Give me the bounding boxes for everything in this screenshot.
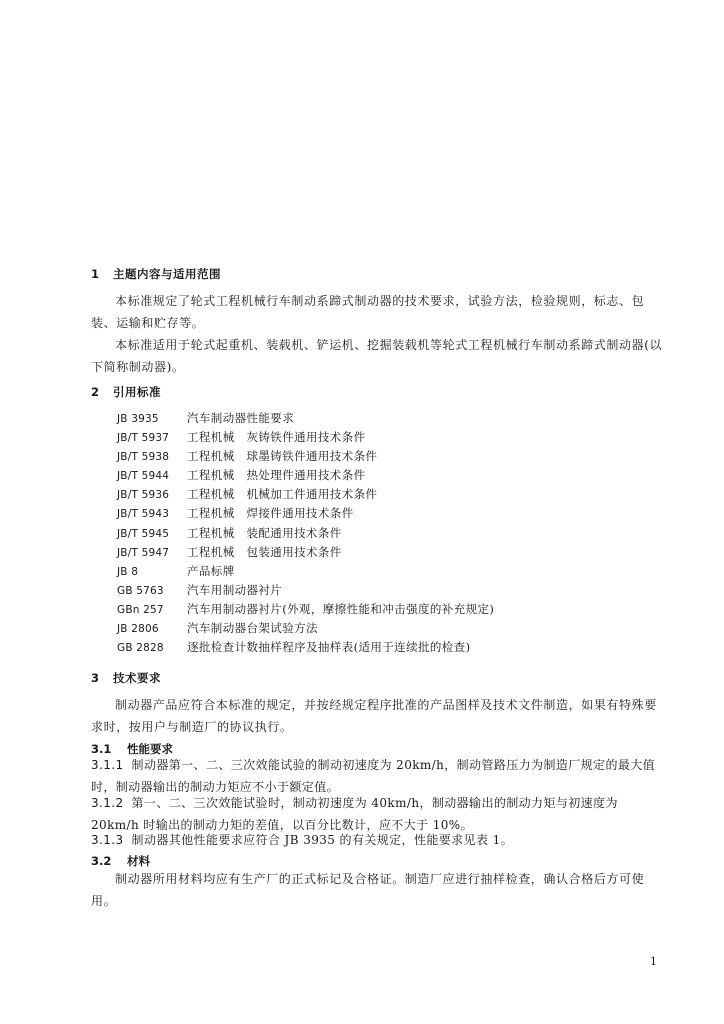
subsection-3-2-heading	[91, 853, 150, 869]
subsection-3-1-title: 性能要求	[127, 742, 173, 756]
reference-title: 汽车用制动器衬片(外观，摩擦性能和冲击强度的补充规定)	[187, 601, 495, 616]
section-3-title: 技术要求	[113, 671, 161, 685]
reference-row	[117, 429, 494, 448]
reference-code: JB/T 5937	[117, 432, 170, 445]
reference-title: 逐批检查计数抽样程序及抽样表(适用于连续批的检查)	[187, 640, 471, 655]
subsection-3-2-title: 材料	[127, 854, 150, 868]
reference-row	[117, 601, 494, 620]
reference-title: 工程机械 焊接件通用技术条件	[187, 506, 354, 521]
section-1-heading	[91, 266, 221, 282]
reference-title: 产品标牌	[187, 563, 235, 578]
reference-row	[117, 486, 494, 505]
reference-code: JB 2806	[117, 623, 159, 636]
reference-title: 汽车制动器性能要求	[187, 411, 295, 425]
reference-list	[117, 410, 494, 658]
reference-code: JB/T 5938	[117, 451, 170, 464]
reference-code: JB 3935	[117, 413, 159, 425]
clause-number: 3.1.2	[91, 796, 124, 810]
clause-number: 3.1.3	[91, 833, 124, 847]
reference-row	[117, 544, 494, 563]
reference-row	[117, 410, 494, 429]
section-3-number: 3	[91, 671, 100, 685]
reference-title: 工程机械 包装通用技术条件	[187, 544, 342, 559]
reference-title: 工程机械 球墨铸铁件通用技术条件	[187, 449, 378, 464]
reference-row	[117, 448, 494, 467]
reference-code: GB 2828	[117, 642, 164, 655]
reference-row	[117, 563, 494, 582]
section-1-paragraph-1: 本标准规定了轮式工程机械行车制动系蹄式制动器的技术要求，试验方法，检验规则，标志、包装、运输和贮存等。	[91, 294, 645, 330]
section-1-title: 主题内容与适用范围	[113, 267, 221, 281]
section-2-heading	[91, 384, 161, 400]
reference-code: JB/T 5944	[117, 470, 170, 483]
reference-code: JB/T 5945	[117, 527, 170, 540]
clause-number: 3.1.1	[91, 758, 124, 772]
reference-title: 汽车用制动器衬片	[187, 582, 283, 597]
reference-row	[117, 505, 494, 524]
reference-row	[117, 582, 494, 601]
reference-row	[117, 525, 494, 544]
reference-code: JB/T 5936	[117, 489, 170, 502]
reference-title: 工程机械 机械加工件通用技术条件	[187, 487, 378, 502]
reference-code: JB/T 5947	[117, 546, 170, 559]
page-number: 1	[650, 955, 657, 968]
subsection-3-2-number: 3.2	[91, 854, 112, 868]
reference-code: GBn 257	[117, 603, 164, 616]
section-1-paragraph-2: 本标准适用于轮式起重机、装载机、铲运机、挖掘装载机等轮式工程机械行车制动系蹄式制动器(以下简称制动器)。	[91, 338, 663, 374]
reference-title: 工程机械 装配通用技术条件	[187, 525, 342, 540]
reference-row	[117, 639, 494, 658]
clause-text: 制动器第一、二、三次效能试验的制动初速度为 20km/h，制动管路压力为制造厂规定的最大值时，制动器输出的制动力矩应不小于额定值。	[91, 758, 656, 794]
clause-text: 制动器其他性能要求应符合 JB 3935 的有关规定，性能要求见表 1。	[131, 833, 514, 847]
section-2-title: 引用标准	[113, 385, 161, 399]
reference-title: 工程机械 热处理件通用技术条件	[187, 468, 366, 483]
reference-title: 工程机械 灰铸铁件通用技术条件	[187, 430, 366, 445]
subsection-3-1-number: 3.1	[91, 742, 112, 756]
materials-paragraph: 制动器所用材料均应有生产厂的正式标记及合格证。制造厂应进行抽样检查，确认合格后方可使用。	[91, 872, 645, 908]
clause-text: 第一、二、三次效能试验时，制动初速度为 40km/h，制动器输出的制动力矩与初速度为 20km/h 时输出的制动力矩的差值，以百分比数计，应不大于 10%。	[91, 796, 618, 832]
section-2-number: 2	[91, 385, 100, 399]
reference-code: GB 5763	[117, 584, 164, 597]
section-3-intro: 制动器产品应符合本标准的规定，并按经规定程序批准的产品图样及技术文件制造，如果有特殊要求时，按用户与制造厂的协议执行。	[91, 698, 657, 734]
reference-code: JB 8	[117, 565, 139, 578]
section-1-number: 1	[91, 267, 100, 281]
reference-title: 汽车制动器台架试验方法	[187, 621, 318, 636]
section-3-heading	[91, 670, 161, 686]
clause-3-1-3	[91, 829, 659, 851]
reference-code: JB/T 5943	[117, 508, 170, 521]
reference-row	[117, 467, 494, 486]
reference-row	[117, 620, 494, 639]
